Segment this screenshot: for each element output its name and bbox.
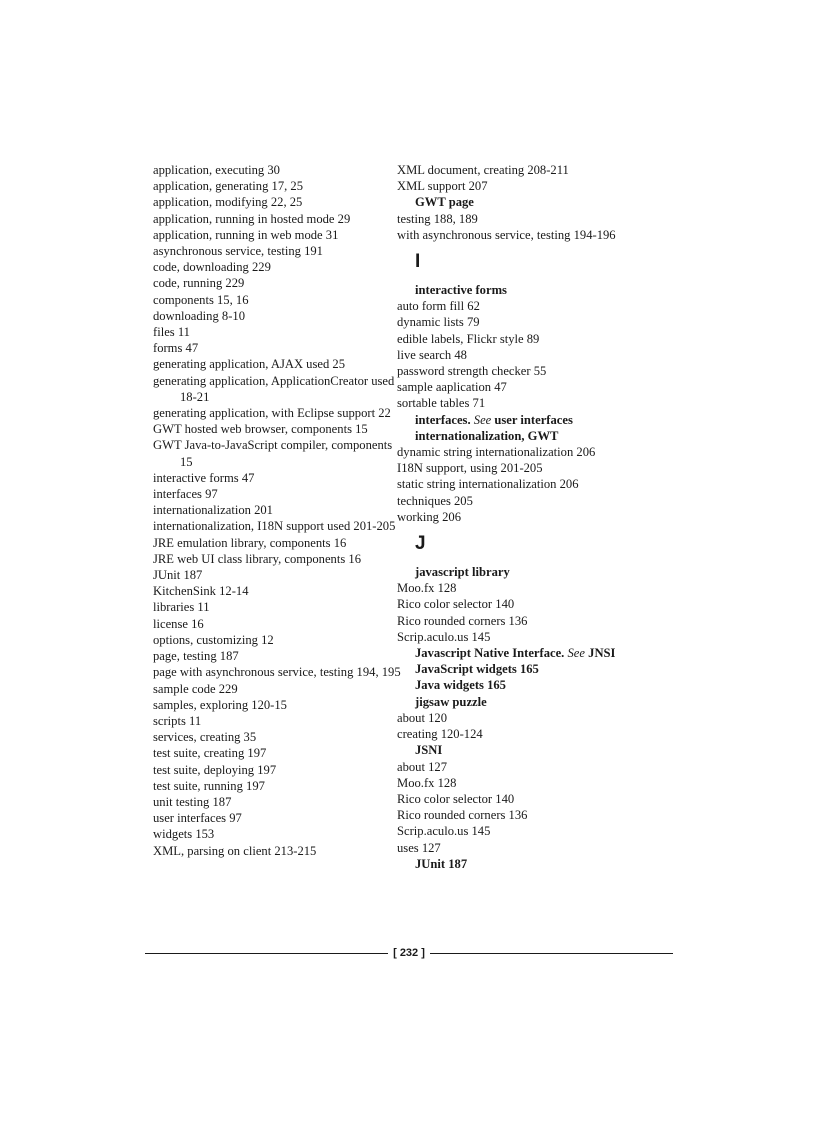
index-entry: user interfaces 97 [153, 811, 242, 826]
index-subentry: static string internationalization 206 [397, 477, 579, 492]
index-subentry: Scrip.aculo.us 145 [397, 629, 491, 644]
index-subentry: techniques 205 [397, 493, 473, 508]
index-entry: license 16 [153, 616, 204, 631]
index-subentry: testing 188, 189 [397, 211, 478, 226]
index-heading: JUnit 187 [415, 856, 468, 871]
index-subentry: XML document, creating 208-211 [397, 163, 569, 177]
index-subentry: sample aaplication 47 [397, 380, 507, 395]
index-subentry: Rico rounded corners 136 [397, 613, 528, 628]
index-subentry: live search 48 [397, 347, 467, 362]
index-subentry: edible labels, Flickr style 89 [397, 331, 540, 346]
index-subentry: I18N support, using 201-205 [397, 461, 543, 476]
index-entry: widgets 153 [153, 827, 215, 842]
index-see-reference [415, 645, 685, 661]
page-number: [ 232 ] [393, 947, 425, 959]
index-column-left [153, 162, 403, 859]
index-entry: interactive forms 47 [153, 470, 255, 485]
see-term: interfaces. [415, 412, 471, 427]
index-heading: internationalization, GWT [415, 428, 559, 443]
index-heading: interactive forms [415, 283, 507, 298]
index-column-right [397, 162, 685, 872]
index-subentry: working 206 [397, 509, 462, 524]
index-entry: GWT hosted web browser, components 15 [153, 422, 368, 437]
index-entry: interfaces 97 [153, 487, 218, 502]
index-entry: test suite, running 197 [153, 778, 265, 793]
section-letter: I [415, 251, 421, 273]
index-entry: application, modifying 22, 25 [153, 195, 303, 210]
index-entry: page with asynchronous service, testing 194, 195 [153, 665, 401, 680]
index-entry: files 11 [153, 325, 190, 340]
index-entry: services, creating 35 [153, 730, 257, 745]
index-entry: libraries 11 [153, 600, 210, 615]
index-heading: JSNI [415, 743, 443, 758]
index-heading: jigsaw puzzle [415, 694, 487, 709]
index-entry: internationalization 201 [153, 503, 273, 518]
index-entry: options, customizing 12 [153, 632, 274, 647]
see-word: See [567, 646, 585, 661]
index-heading: GWT page [415, 195, 474, 210]
page-footer [145, 945, 673, 961]
index-entry: test suite, deploying 197 [153, 762, 277, 777]
index-entry: application, running in web mode 31 [153, 227, 339, 242]
index-entry: JRE web UI class library, components 16 [153, 551, 361, 566]
index-entry: application, executing 30 [153, 163, 280, 177]
see-target: JNSI [588, 646, 616, 661]
index-entry: forms 47 [153, 341, 199, 356]
index-subentry: about 120 [397, 710, 448, 725]
index-subentry: Rico color selector 140 [397, 597, 515, 612]
index-entry: application, running in hosted mode 29 [153, 211, 351, 226]
index-entry: KitchenSink 12-14 [153, 584, 249, 599]
footer-rule-right [430, 953, 673, 954]
index-subentry: XML support 207 [397, 179, 488, 194]
index-entry: sample code 229 [153, 681, 238, 696]
index-entry: GWT Java-to-JavaScript compiler, components 15 [153, 438, 393, 469]
index-subentry: about 127 [397, 759, 448, 774]
index-subentry: uses 127 [397, 840, 441, 855]
index-entry: generating application, AJAX used 25 [153, 357, 346, 372]
index-entry: test suite, creating 197 [153, 746, 267, 761]
index-entry: JRE emulation library, components 16 [153, 535, 347, 550]
index-entry: unit testing 187 [153, 794, 232, 809]
index-entry: XML, parsing on client 213-215 [153, 843, 317, 858]
index-subentry: Moo.fx 128 [397, 775, 457, 790]
index-subentry: Rico rounded corners 136 [397, 808, 528, 823]
index-subentry: with asynchronous service, testing 194-196 [397, 227, 616, 242]
index-entry: application, generating 17, 25 [153, 179, 304, 194]
index-subentry: dynamic lists 79 [397, 315, 480, 330]
see-word: See [473, 412, 492, 427]
index-entry: JUnit 187 [153, 568, 203, 583]
index-subentry: creating 120-124 [397, 727, 483, 742]
index-heading: Java widgets 165 [415, 678, 506, 693]
see-term: Javascript Native Interface. [415, 646, 565, 661]
index-subentry: Moo.fx 128 [397, 581, 457, 596]
index-subentry: dynamic string internationalization 206 [397, 445, 596, 460]
index-entry: generating application, ApplicationCreator used 18-21 [153, 373, 395, 404]
index-entry: generating application, with Eclipse support 22 [153, 406, 391, 421]
index-entry: samples, exploring 120-15 [153, 697, 287, 712]
index-subentry: Rico color selector 140 [397, 791, 515, 806]
index-entry: components 15, 16 [153, 292, 249, 307]
index-entry: asynchronous service, testing 191 [153, 244, 323, 259]
index-heading: JavaScript widgets 165 [415, 662, 539, 677]
index-entry: page, testing 187 [153, 649, 239, 664]
index-entry: code, downloading 229 [153, 260, 271, 275]
see-target: user interfaces [494, 412, 573, 427]
index-subentry: sortable tables 71 [397, 396, 486, 411]
section-letter: J [415, 533, 426, 555]
index-entry: internationalization, I18N support used 201-205 [153, 519, 396, 534]
index-entry: code, running 229 [153, 276, 245, 291]
index-entry: scripts 11 [153, 713, 202, 728]
index-entry: downloading 8-10 [153, 308, 245, 323]
index-subentry: auto form fill 62 [397, 299, 480, 314]
index-subentry: password strength checker 55 [397, 364, 547, 379]
index-subentry: Scrip.aculo.us 145 [397, 824, 491, 839]
index-see-reference [415, 412, 685, 428]
index-heading: javascript library [415, 565, 510, 580]
